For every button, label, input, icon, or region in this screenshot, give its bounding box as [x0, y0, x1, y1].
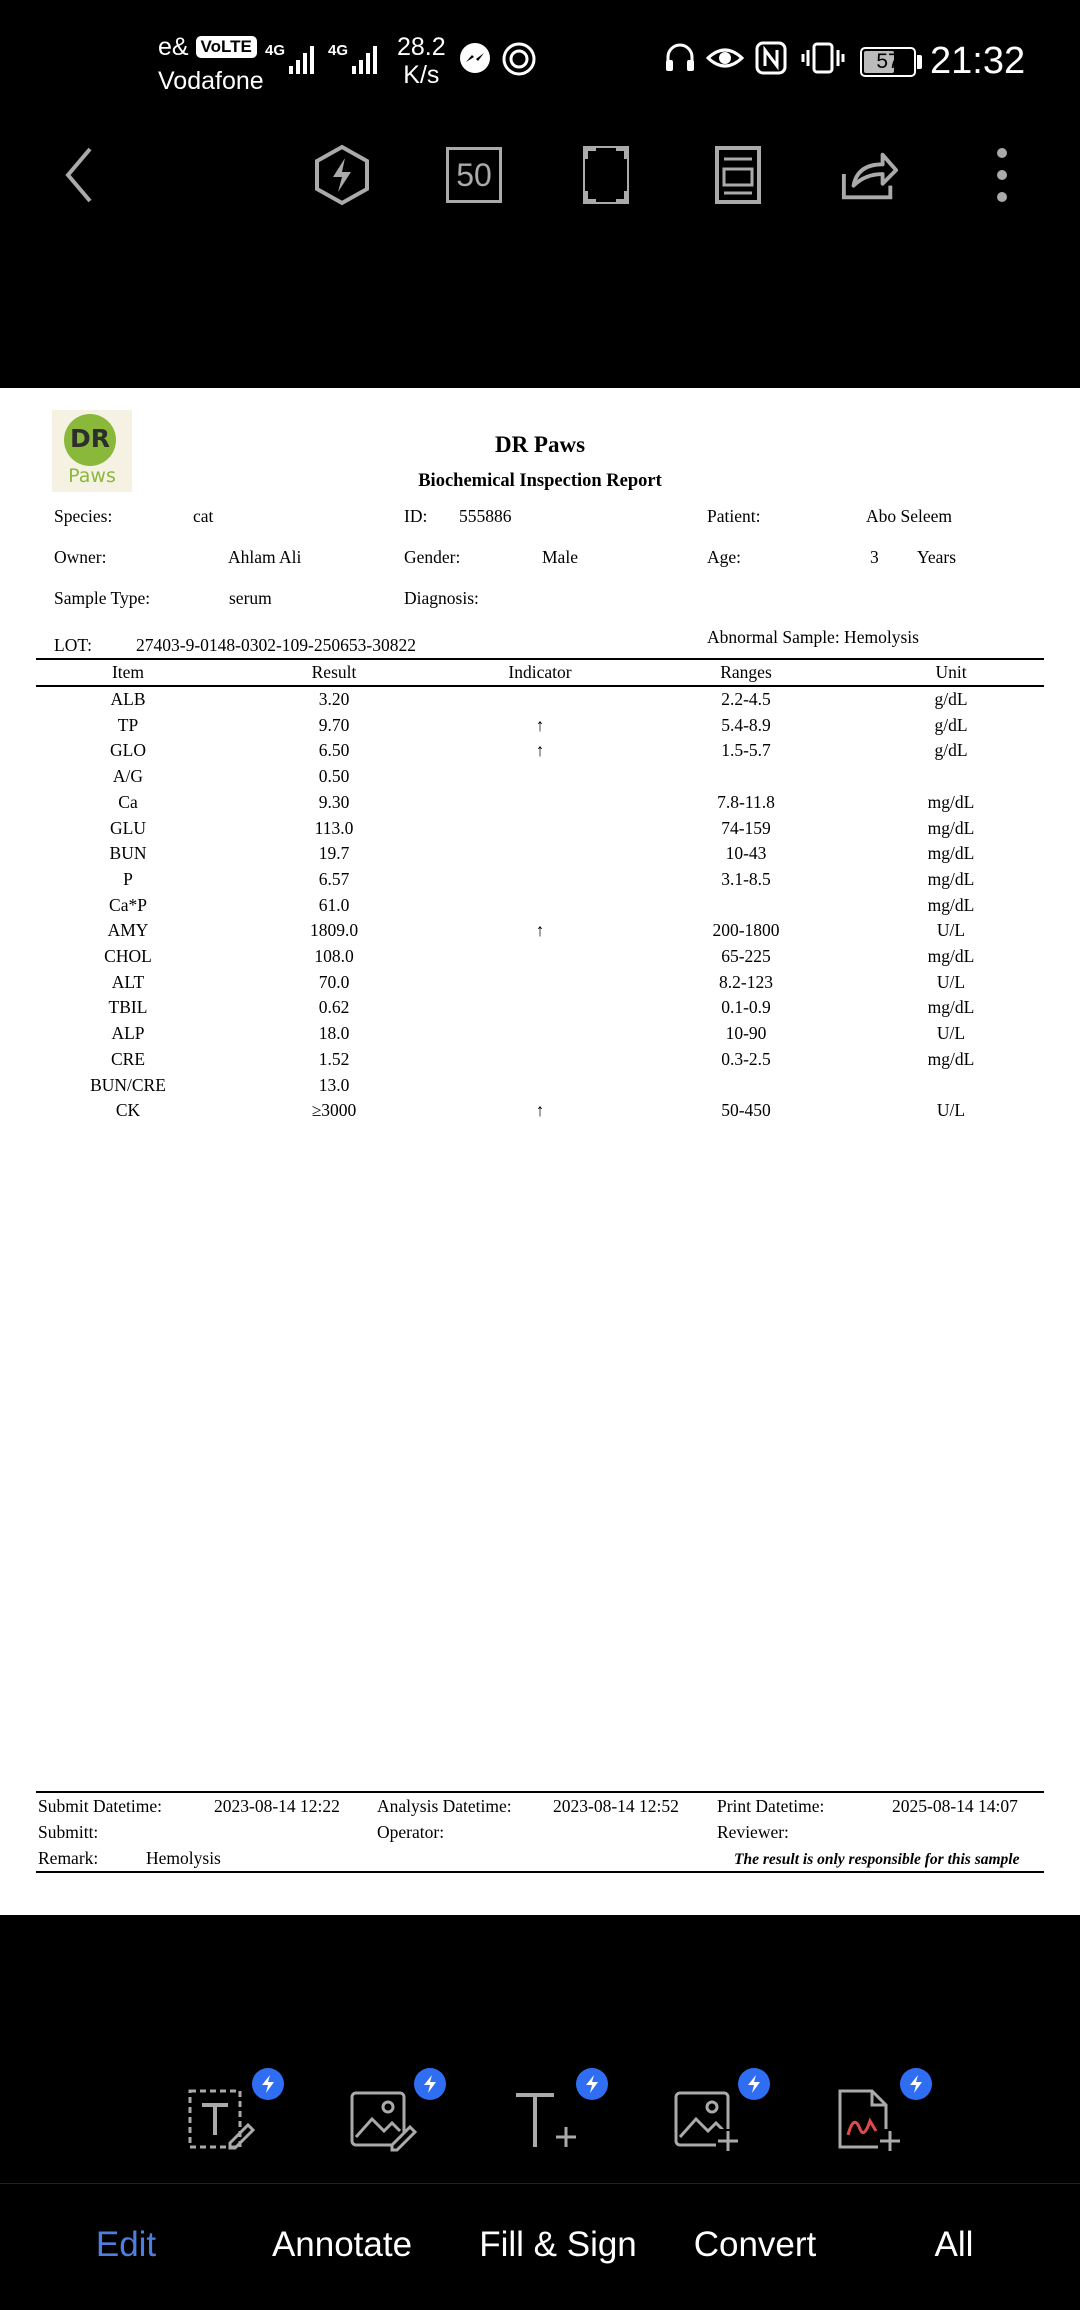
page-count-button[interactable] [444, 145, 504, 205]
table-row [36, 737, 1044, 763]
unit-cell: mg/dL [927, 997, 975, 1018]
add-signature-page-tool[interactable] [834, 2085, 904, 2155]
result-cell: 1809.0 [309, 920, 359, 941]
result-cell: 113.0 [314, 817, 354, 838]
table-row [36, 943, 1044, 969]
lightning-icon [421, 2074, 439, 2094]
lot-value: 27403-9-0148-0302-109-250653-30822 [136, 635, 416, 655]
more-button[interactable] [972, 145, 1032, 205]
table-row [36, 789, 1044, 815]
indicator-cell: ↑ [535, 1100, 545, 1121]
item-cell: BUN/CRE [90, 1074, 166, 1095]
table-row [36, 892, 1044, 918]
edit-image-icon [348, 2085, 418, 2155]
item-cell: TBIL [108, 997, 148, 1018]
network-speed [397, 33, 446, 89]
headset-icon [662, 40, 698, 76]
column-header-indicator: Indicator [508, 662, 572, 682]
result-cell: 3.20 [318, 689, 350, 709]
logo-text: Paws [68, 465, 116, 487]
submit-datetime-label: Submit Datetime: [38, 1796, 162, 1816]
species-value: cat [193, 506, 214, 526]
item-cell: CHOL [104, 946, 152, 966]
messenger-icon [457, 40, 493, 76]
result-cell: 6.50 [318, 740, 350, 761]
battery-level: 57 [876, 50, 900, 73]
column-header-result: Result [311, 662, 357, 682]
result-cell: 13.0 [318, 1074, 350, 1095]
range-cell: 50-450 [721, 1100, 771, 1121]
unit-cell: mg/dL [927, 894, 975, 915]
more-icon [992, 145, 1012, 205]
result-cell: 61.0 [318, 894, 350, 915]
share-button[interactable] [840, 145, 900, 205]
report-title: Biochemical Inspection Report [418, 471, 662, 491]
item-cell: Ca [118, 791, 138, 812]
battery-icon [860, 47, 916, 77]
range-cell: 0.1-0.9 [721, 997, 771, 1018]
battery-tip [917, 55, 922, 69]
id-value: 555886 [459, 506, 512, 526]
footer-top-rule [36, 1791, 1044, 1793]
operator-label: Operator: [377, 1822, 445, 1842]
unit-cell: mg/dL [927, 1048, 975, 1069]
lot-label: LOT: [54, 635, 93, 655]
age-unit: Years [917, 547, 957, 567]
submitt-label: Submitt: [38, 1822, 99, 1842]
add-signature-premium-badge [900, 2068, 932, 2100]
eye-comfort-icon [706, 40, 744, 76]
range-cell: 65-225 [721, 946, 771, 966]
ai-tools-icon [313, 144, 371, 206]
patient-value: Abo Seleem [866, 506, 953, 526]
item-cell: BUN [109, 843, 147, 864]
print-datetime-value: 2025-08-14 14:07 [892, 1796, 1018, 1816]
unit-cell: g/dL [934, 740, 968, 761]
range-cell: 5.4-8.9 [721, 714, 771, 735]
unit-cell: mg/dL [927, 791, 975, 812]
tab-fill-and-sign[interactable]: Fill & Sign [479, 2225, 637, 2264]
add-text-tool[interactable] [510, 2085, 580, 2155]
unit-cell: mg/dL [927, 843, 975, 864]
table-row [36, 1072, 1044, 1098]
table-row [36, 866, 1044, 892]
remark-value: Hemolysis [146, 1848, 221, 1868]
range-cell: 7.8-11.8 [717, 791, 775, 812]
remark-label: Remark: [38, 1848, 99, 1868]
page-count-box [446, 147, 502, 203]
column-header-unit: Unit [935, 662, 967, 682]
add-text-icon [510, 2085, 580, 2155]
bottom-tab-bar [0, 2222, 1080, 2282]
result-cell: 70.0 [318, 971, 350, 992]
pdf-page[interactable] [0, 388, 1080, 1915]
app-notification-icon [500, 40, 538, 78]
back-icon [60, 145, 100, 205]
network-type-label: 4G [265, 42, 286, 59]
table-row [36, 763, 1044, 789]
result-cell: 19.7 [318, 843, 350, 864]
read-mode-button[interactable] [708, 145, 768, 205]
item-cell: ALT [111, 971, 145, 992]
item-cell: A/G [112, 766, 144, 787]
signal-strength-2-icon [328, 38, 386, 78]
result-cell: 108.0 [314, 946, 354, 966]
patient-label: Patient: [707, 506, 761, 526]
clock: 21:32 [930, 40, 1026, 82]
read-mode-icon [714, 145, 762, 205]
lightning-icon [259, 2074, 277, 2094]
abnormal-sample-note: Abnormal Sample: Hemolysis [707, 627, 919, 647]
carrier-info [158, 30, 264, 98]
table-row [36, 712, 1044, 738]
signal-strength-icon [265, 38, 323, 78]
result-cell: 18.0 [318, 1023, 350, 1044]
unit-cell: mg/dL [927, 946, 975, 966]
unit-cell: U/L [936, 1023, 966, 1044]
print-datetime-label: Print Datetime: [717, 1796, 825, 1816]
top-toolbar [0, 125, 1080, 225]
clinic-name: DR Paws [494, 432, 586, 457]
sample-type-value: serum [229, 588, 272, 608]
lightning-icon [745, 2074, 763, 2094]
carrier-name-2: Vodafone [158, 67, 264, 95]
lightning-icon [583, 2074, 601, 2094]
item-cell: GLU [110, 817, 146, 838]
range-cell: 74-159 [721, 817, 771, 838]
owner-value: Ahlam Ali [228, 547, 302, 567]
result-cell: 9.30 [318, 791, 350, 812]
edit-text-premium-badge [252, 2068, 284, 2100]
result-cell: 0.62 [318, 997, 350, 1018]
add-image-premium-badge [738, 2068, 770, 2100]
table-row [36, 994, 1044, 1020]
range-cell: 200-1800 [712, 920, 780, 941]
indicator-cell: ↑ [535, 920, 545, 941]
tab-all[interactable]: All [934, 2225, 974, 2264]
range-cell: 0.3-2.5 [721, 1048, 771, 1069]
tab-convert[interactable]: Convert [693, 2225, 817, 2264]
result-cell: 9.70 [318, 714, 350, 735]
add-image-icon [672, 2085, 742, 2155]
table-row [36, 1097, 1044, 1123]
species-label: Species: [54, 506, 113, 526]
nfc-icon [754, 40, 788, 76]
unit-cell: U/L [936, 1100, 966, 1121]
item-cell: Ca*P [109, 894, 147, 915]
edit-image-premium-badge [414, 2068, 446, 2100]
fullscreen-icon [582, 145, 630, 205]
item-cell: CK [115, 1100, 141, 1121]
range-cell: 10-43 [725, 843, 767, 864]
table-row [36, 840, 1044, 866]
add-image-tool[interactable] [672, 2085, 742, 2155]
table-row [36, 969, 1044, 995]
result-cell: 6.57 [318, 868, 350, 889]
diagnosis-label: Diagnosis: [404, 588, 479, 608]
back-button[interactable] [50, 145, 110, 205]
bottom-divider [0, 2183, 1080, 2184]
item-cell: TP [117, 714, 139, 735]
item-cell: GLO [110, 740, 146, 761]
volte-badge: VoLTE [196, 36, 257, 58]
ai-tools-button[interactable] [312, 145, 372, 205]
indicator-cell: ↑ [535, 714, 545, 735]
table-row [36, 1020, 1044, 1046]
vibrate-icon [800, 40, 846, 76]
item-cell: ALB [110, 689, 146, 709]
result-cell: 0.50 [318, 766, 350, 787]
range-cell: 10-90 [725, 1023, 767, 1044]
table-row [36, 917, 1044, 943]
edit-text-tool[interactable] [186, 2085, 256, 2155]
age-label: Age: [707, 547, 742, 567]
footer-bottom-rule [36, 1871, 1044, 1873]
range-cell: 2.2-4.5 [721, 689, 771, 709]
gender-label: Gender: [404, 547, 461, 567]
owner-label: Owner: [54, 547, 107, 567]
logo-monogram: DR [69, 424, 110, 453]
unit-cell: U/L [936, 920, 966, 941]
lightning-icon [907, 2074, 925, 2094]
column-header-ranges: Ranges [720, 662, 772, 682]
submit-datetime-value: 2023-08-14 12:22 [214, 1796, 340, 1816]
analysis-datetime-value: 2023-08-14 12:52 [553, 1796, 679, 1816]
edit-image-tool[interactable] [348, 2085, 418, 2155]
item-cell: ALP [111, 1023, 145, 1044]
disclaimer: The result is only responsible for this sample [734, 1851, 1020, 1868]
unit-cell: mg/dL [927, 868, 975, 889]
network-type-label-2: 4G [328, 42, 349, 59]
tab-edit[interactable]: Edit [95, 2225, 157, 2264]
edit-text-icon [186, 2085, 256, 2155]
item-cell: CRE [110, 1048, 146, 1069]
item-cell: P [123, 868, 133, 889]
item-cell: AMY [107, 920, 149, 941]
table-row [36, 815, 1044, 841]
sample-type-label: Sample Type: [54, 588, 151, 608]
add-text-premium-badge [576, 2068, 608, 2100]
age-value: 3 [870, 547, 879, 567]
network-speed-value: 28.2 [397, 33, 446, 61]
table-row [36, 686, 1044, 712]
table-row [36, 1046, 1044, 1072]
indicator-cell: ↑ [535, 740, 545, 761]
unit-cell: mg/dL [927, 817, 975, 838]
column-header-item: Item [111, 662, 145, 682]
unit-cell: g/dL [934, 689, 968, 709]
range-cell: 3.1-8.5 [721, 868, 771, 889]
reviewer-label: Reviewer: [717, 1822, 789, 1842]
range-cell: 1.5-5.7 [721, 740, 771, 761]
table-header [36, 659, 1044, 685]
tab-annotate[interactable]: Annotate [271, 2225, 413, 2264]
add-signature-page-icon [834, 2085, 904, 2155]
range-cell: 8.2-123 [719, 971, 773, 992]
network-speed-unit: K/s [403, 61, 440, 89]
gender-value: Male [542, 547, 578, 567]
share-icon [840, 146, 900, 204]
page-count: 50 [456, 157, 492, 193]
id-label: ID: [404, 506, 428, 526]
fullscreen-button[interactable] [576, 145, 636, 205]
carrier-name-1: e& [158, 33, 189, 61]
unit-cell: g/dL [934, 714, 968, 735]
result-cell: 1.52 [318, 1048, 350, 1069]
analysis-datetime-label: Analysis Datetime: [377, 1796, 512, 1816]
status-bar [0, 0, 1080, 125]
result-cell: ≥3000 [311, 1100, 357, 1121]
unit-cell: U/L [936, 971, 966, 992]
